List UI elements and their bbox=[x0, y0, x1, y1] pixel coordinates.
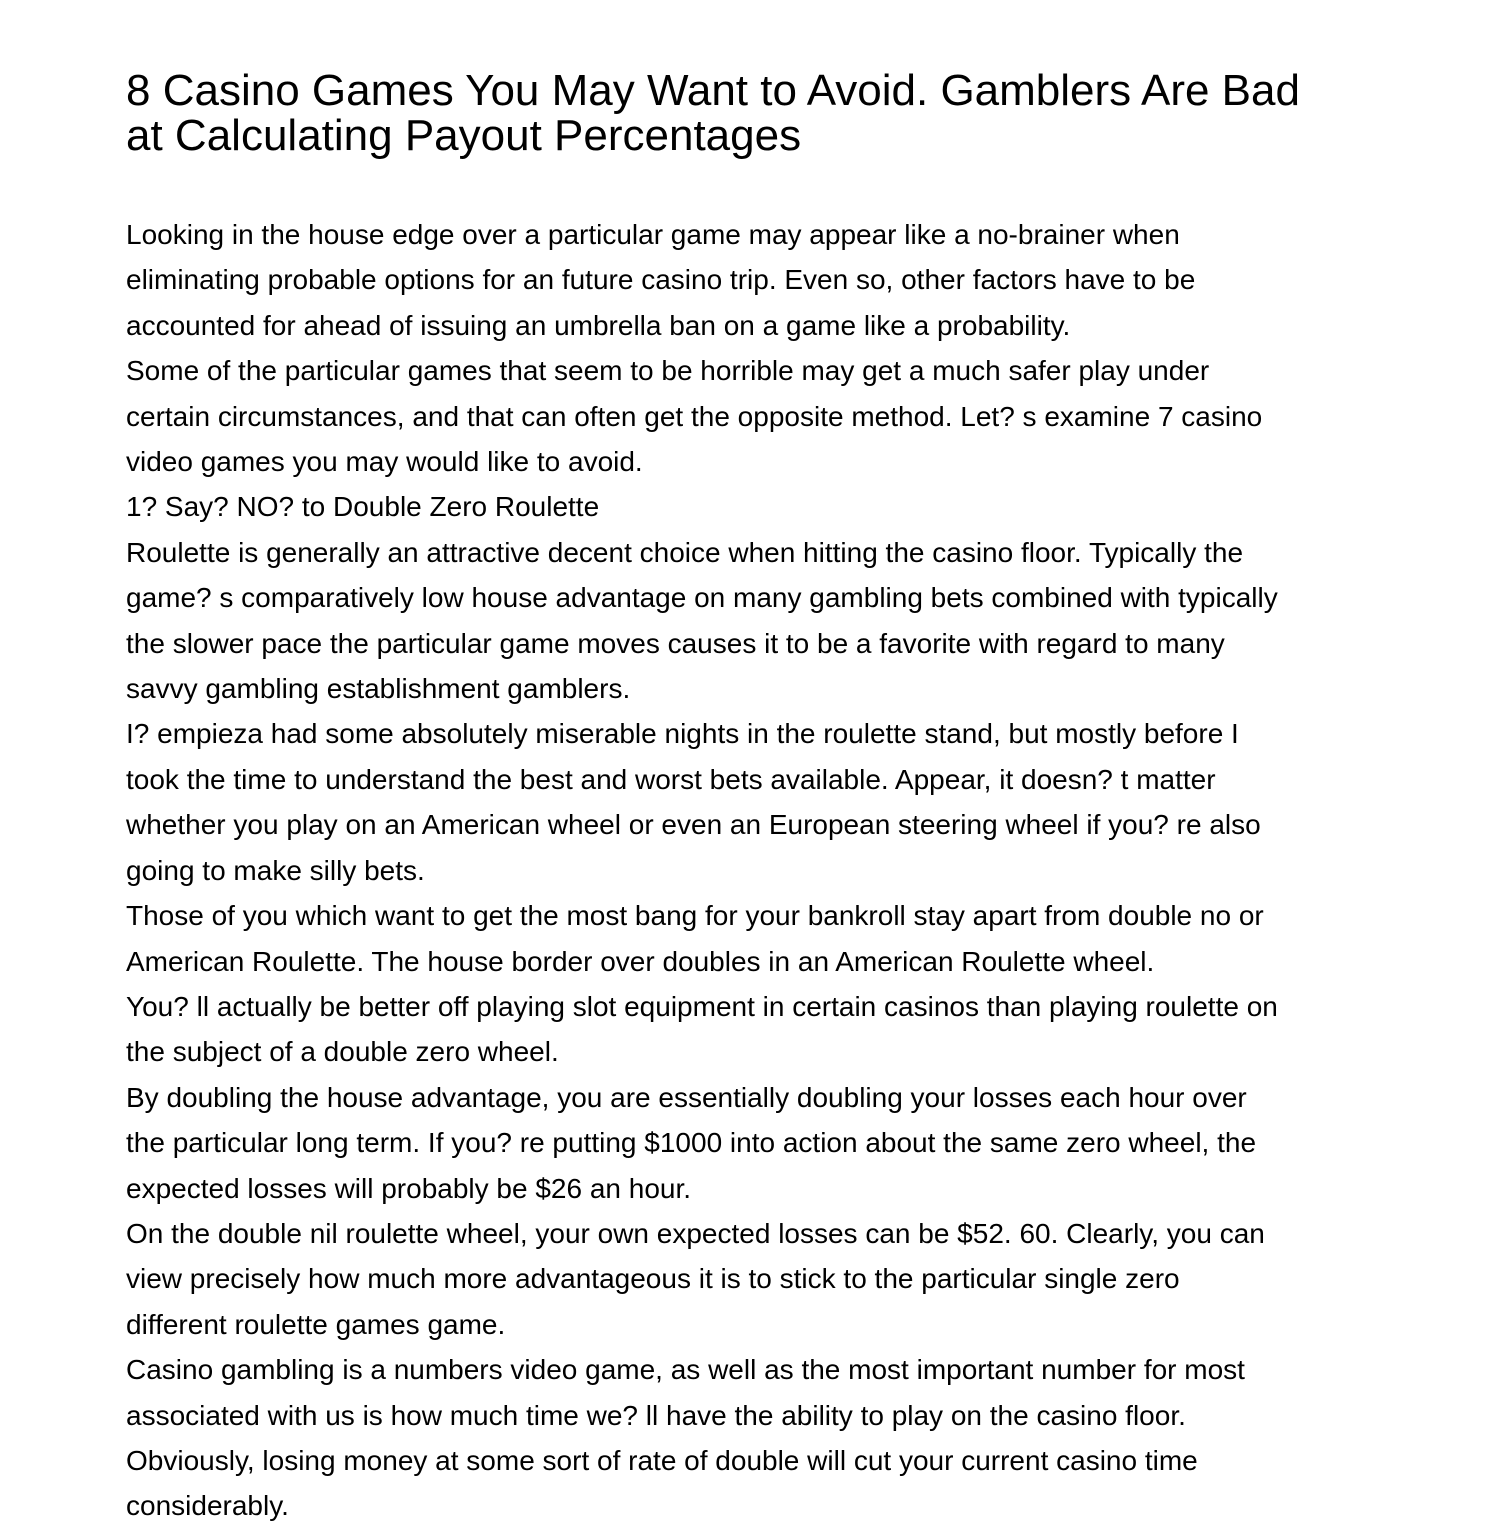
text-line: different roulette games game. bbox=[126, 1308, 506, 1340]
text-line: Some of the particular games that seem to be horrible may get a much safer play under bbox=[126, 355, 1210, 387]
text-line: On the double nil roulette wheel, your own expected losses can be $52. 60. Clearly, you can bbox=[126, 1217, 1265, 1249]
text-line: I? empieza had some absolutely miserable nights in the roulette stand, but mostly before I bbox=[126, 718, 1239, 750]
text-line: accounted for ahead of issuing an umbrella ban on a game like a probability. bbox=[126, 309, 1071, 341]
text-line: view precisely how much more advantageous it is to stick to the particular single zero bbox=[126, 1263, 1180, 1295]
text-line: game? s comparatively low house advantage on many gambling bets combined with typically bbox=[126, 582, 1278, 614]
text-line: savvy gambling establishment gamblers. bbox=[126, 673, 631, 705]
text-line: video games you may would like to avoid. bbox=[126, 446, 643, 478]
text-line: Looking in the house edge over a particular game may appear like a no-brainer when bbox=[126, 219, 1180, 250]
text-line: certain circumstances, and that can often get the opposite method. Let? s examine 7 casino bbox=[126, 400, 1263, 432]
text-line: You? ll actually be better off playing slot equipment in certain casinos than playing roulette on bbox=[126, 990, 1278, 1022]
text-line: eliminating probable options for an future casino trip. Even so, other factors have to be bbox=[126, 264, 1196, 296]
page-title bbox=[126, 68, 1386, 158]
text-line: considerably. bbox=[126, 1490, 289, 1522]
text-line: Obviously, losing money at some sort of rate of double will cut your current casino time bbox=[126, 1444, 1198, 1476]
text-line: associated with us is how much time we? ll have the ability to play on the casino floor. bbox=[126, 1399, 1186, 1431]
text-line: Roulette is generally an attractive decent choice when hitting the casino floor. Typically the bbox=[126, 536, 1244, 568]
document-page bbox=[126, 66, 1386, 1522]
text-line: Casino gambling is a numbers video game, as well as the most important number for most bbox=[126, 1354, 1245, 1386]
text-line: By doubling the house advantage, you are essentially doubling your losses each hour over bbox=[126, 1081, 1247, 1113]
text-line: the subject of a double zero wheel. bbox=[126, 1036, 559, 1068]
text-line: going to make silly bets. bbox=[126, 854, 425, 886]
section-heading: 1? Say? NO? to Double Zero Roulette bbox=[126, 491, 600, 523]
title-line: at Calculating Payout Percentages bbox=[126, 111, 802, 160]
text-line: the slower pace the particular game moves causes it to be a favorite with regard to many bbox=[126, 627, 1225, 659]
text-line: Those of you which want to get the most bang for your bankroll stay apart from double no or bbox=[126, 900, 1264, 932]
text-line: the particular long term. If you? re putting $1000 into action about the same zero wheel, the bbox=[126, 1127, 1257, 1159]
title-line: 8 Casino Games You May Want to Avoid. Gamblers Are Bad bbox=[126, 66, 1300, 115]
text-line: whether you play on an American wheel or even an European steering wheel if you? re also bbox=[126, 809, 1261, 841]
text-line: American Roulette. The house border over doubles in an American Roulette wheel. bbox=[126, 945, 1155, 977]
text-line: took the time to understand the best and worst bets available. Appear, it doesn? t matter bbox=[126, 763, 1216, 795]
text-line: expected losses will probably be $26 an hour. bbox=[126, 1172, 692, 1204]
article-body bbox=[126, 212, 1386, 1529]
